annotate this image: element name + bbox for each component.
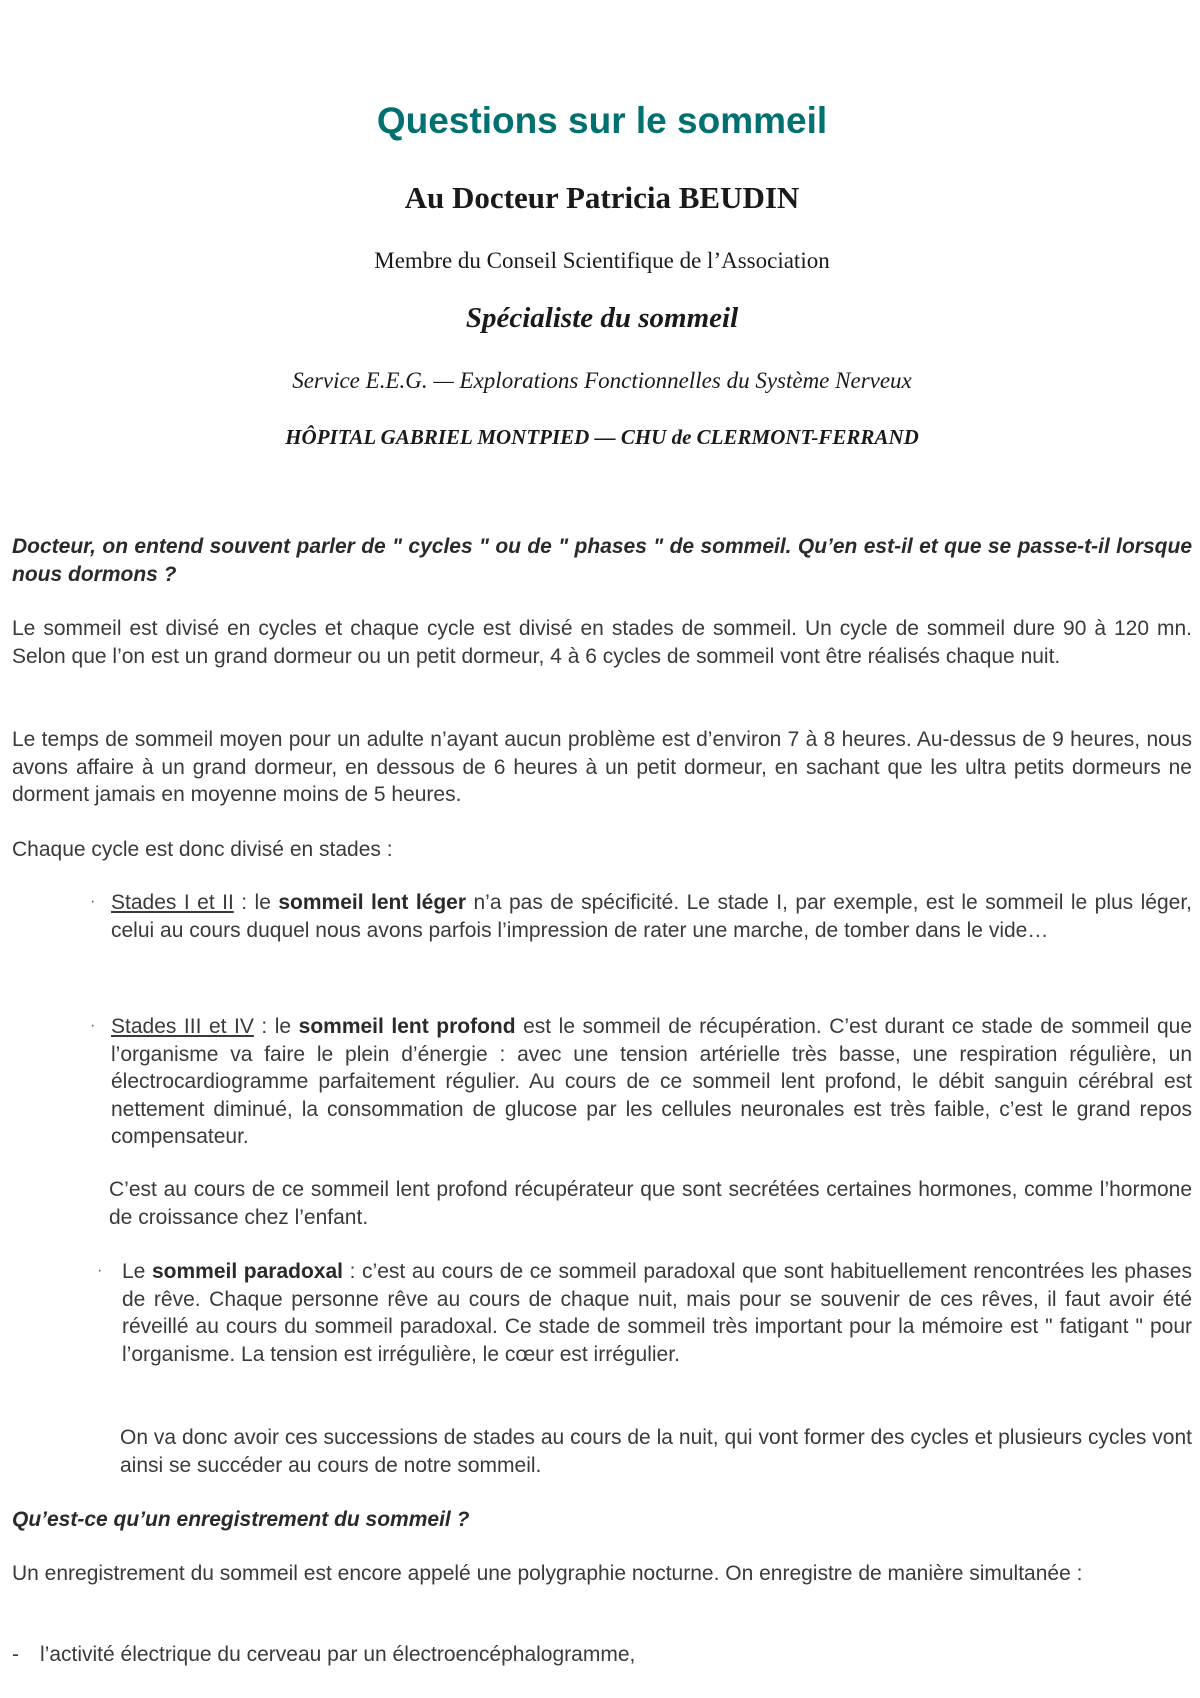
paragraph-hormones: C’est au cours de ce sommeil lent profond récupérateur que sont secrétées certaines hormones, comme l’hormone de croissance chez l’enfant.	[109, 1178, 1192, 1229]
dash-marker: -	[12, 1643, 19, 1666]
stage-name: sommeil lent léger	[278, 891, 467, 914]
stage-label: Stades III et IV	[111, 1015, 254, 1038]
paragraph-cycles: Le sommeil est divisé en cycles et chaque cycle est divisé en stades de sommeil. Un cycle de sommeil dure 90 à 120 mn. Selon que l’on est un grand dormeur ou un petit dormeur, 4 à 6 cycles de sommeil vont être réalisés chaque nuit.	[12, 617, 1192, 668]
list-item-stages-1-2: Stades I et II : le sommeil lent léger n’a pas de spécificité. Le stade I, par exemple, est le sommeil le plus léger, celui au cours duquel nous avons parfois l’impression de rater une marche, de tomber dans le vide…	[111, 891, 1192, 942]
bullet-marker: ·	[97, 1262, 103, 1279]
paragraph-duration: Le temps de sommeil moyen pour un adulte n’ayant aucun problème est d’environ 7 à 8 heures. Au-dessus de 9 heures, nous avons affaire à un grand dormeur, en dessous de 6 heures à un petit dormeur, en sachant que les ultra petits dormeurs ne dorment jamais en moyenne moins de 5 heures.	[12, 728, 1192, 806]
member-line: Membre du Conseil Scientifique de l’Association	[374, 248, 830, 273]
doctor-name: Au Docteur Patricia BEUDIN	[404, 180, 800, 215]
document-title: Questions sur le sommeil	[376, 100, 828, 141]
question-recording: Qu’est-ce qu’un enregistrement du sommeil ?	[12, 1508, 470, 1531]
question-cycles: Docteur, on entend souvent parler de " cycles " ou de " phases " de sommeil. Qu’en est-il et que se passe-t-il lorsque nous dormons ?	[12, 535, 1192, 586]
specialist-line: Spécialiste du sommeil	[465, 302, 739, 334]
stage-name: sommeil paradoxal	[151, 1260, 343, 1283]
bullet-marker: ·	[90, 893, 96, 910]
paragraph-stages-intro: Chaque cycle est donc divisé en stades :	[12, 838, 393, 861]
stage-name: sommeil lent profond	[298, 1015, 516, 1038]
paragraph-succession: On va donc avoir ces successions de stades au cours de la nuit, qui vont former des cycles et plusieurs cycles vont ainsi se succéder au cours de notre sommeil.	[120, 1426, 1192, 1477]
paragraph-polygraphy: Un enregistrement du sommeil est encore appelé une polygraphie nocturne. On enregistre de manière simultanée :	[12, 1562, 1083, 1585]
bullet-marker: ·	[90, 1017, 96, 1034]
service-line: Service E.E.G. — Explorations Fonctionnelles du Système Nerveux	[292, 368, 912, 393]
hospital-line: HÔPITAL GABRIEL MONTPIED — CHU de CLERMONT-FERRAND	[285, 425, 919, 449]
stage-label: Stades I et II	[111, 891, 234, 914]
list-item-stages-3-4: Stades III et IV : le sommeil lent profond est le sommeil de récupération. C’est durant ce stade de sommeil que l’organisme va faire le plein d’énergie : avec une tension artérielle très basse, une respiration régulière, un électrocardiogramme parfaitement régulier. Au cours de ce sommeil lent profond, le débit sanguin cérébral est nettement diminué, la consommation de glucose par les cellules neuronales est très faible, c’est le grand repos compensateur.	[111, 1015, 1192, 1148]
list-item-paradoxal: Le sommeil paradoxal : c’est au cours de ce sommeil paradoxal que sont habituellement rencontrées les phases de rêve. Chaque personne rêve au cours de chaque nuit, mais pour se souvenir de ces rêves, il faut avoir été réveillé au cours du sommeil paradoxal. Ce stade de sommeil très important pour la mémoire est " fatigant " pour l’organisme. La tension est irrégulière, le cœur est irrégulier.	[122, 1260, 1192, 1366]
list-item-eeg: l’activité électrique du cerveau par un électroencéphalogramme,	[40, 1643, 636, 1666]
